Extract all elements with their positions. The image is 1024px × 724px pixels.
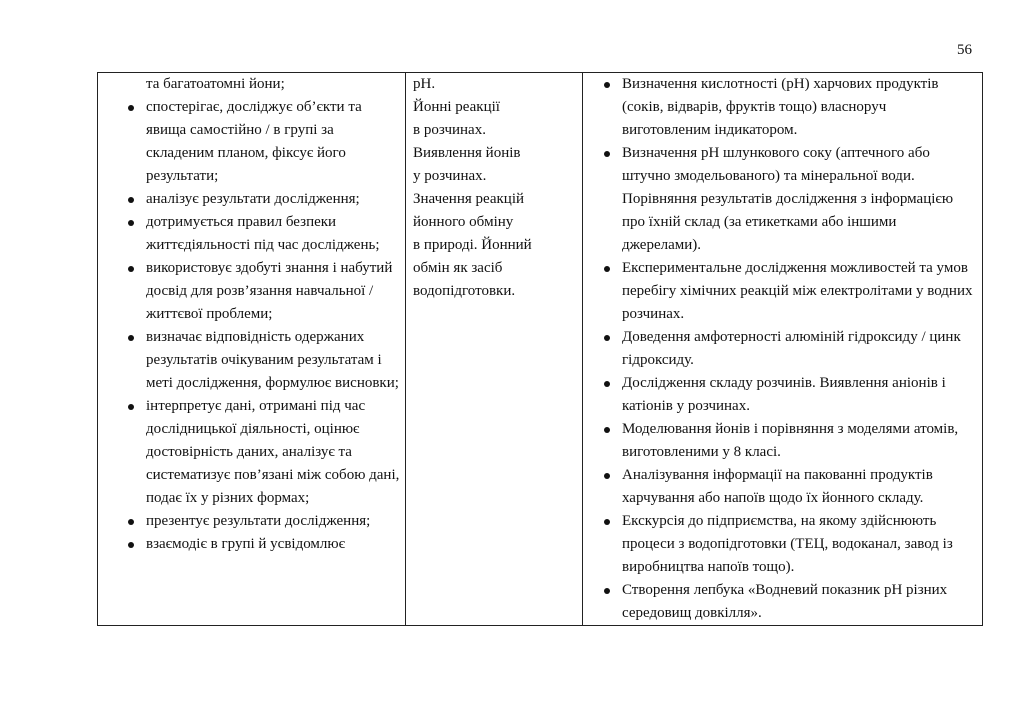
bullet-icon [604, 381, 610, 387]
list-item: Доведення амфотерності алюміній гідроксиду / цинк гідроксиду. [583, 326, 982, 372]
bullet-icon [604, 473, 610, 479]
bullet-icon [604, 266, 610, 272]
list-item: визначає відповідність одержаних результатів очікуваним результатам і меті дослідження, формулює висновки; [98, 326, 405, 395]
content-topics-cell [406, 73, 583, 626]
topic-paragraph: Значення реакцій йонного обміну в природі. Йонний обмін як засіб водопідготовки. [413, 191, 532, 299]
list-item: дотримується правил безпеки життєдіяльності під час досліджень; [98, 211, 405, 257]
curriculum-table [97, 72, 983, 626]
list-item: Визначення кислотності (pH) харчових продуктів (соків, відварів, фруктів тощо) власноруч виготовленим індикатором. [583, 73, 982, 142]
bullet-icon [128, 105, 134, 111]
list-item: Аналізування інформації на пакованні продуктів харчування або напоїв щодо їх йонного складу. [583, 464, 982, 510]
list-item: взаємодіє в групі й усвідомлює [98, 533, 405, 556]
continuation-text: та багатоатомні йони; [146, 76, 285, 92]
outcomes-list [98, 96, 405, 556]
list-item: використовує здобуті знання і набутий досвід для розв’язання навчальної / життєвої проблеми; [98, 257, 405, 326]
list-item: Визначення pH шлункового соку (аптечного або штучно змодельованого) та мінеральної води. Порівняння результатів дослідження з інформацією про їхній склад (за етикетками або іншими джерелами). [583, 142, 982, 257]
bullet-icon [604, 519, 610, 525]
activities-list [583, 73, 982, 625]
list-item: інтерпретує дані, отримані під час дослідницької діяльності, оцінює достовірність даних, аналізує та систематизує пов’язані між собою дані, подає їх у різних формах; [98, 395, 405, 510]
list-item: презентує результати дослідження; [98, 510, 405, 533]
list-item: Екскурсія до підприємства, на якому здійснюють процеси з водопідготовки (ТЕЦ, водоканал, завод із виробництва напоїв тощо). [583, 510, 982, 579]
bullet-icon [128, 220, 134, 226]
bullet-icon [604, 427, 610, 433]
list-item: Дослідження складу розчинів. Виявлення аніонів і катіонів у розчинах. [583, 372, 982, 418]
page-number: 56 [957, 42, 972, 58]
bullet-icon [604, 335, 610, 341]
bullet-icon [604, 82, 610, 88]
topic-paragraph: pH. [413, 76, 436, 92]
bullet-icon [128, 266, 134, 272]
learning-outcomes-cell [98, 73, 406, 626]
bullet-icon [128, 404, 134, 410]
list-item: Створення лепбука «Водневий показник pH різних середовищ довкілля». [583, 579, 982, 625]
list-item: аналізує результати дослідження; [98, 188, 405, 211]
bullet-icon [128, 335, 134, 341]
bullet-icon [128, 519, 134, 525]
bullet-icon [128, 542, 134, 548]
list-item: Експериментальне дослідження можливостей та умов перебігу хімічних реакцій між електролітами у водних розчинах. [583, 257, 982, 326]
list-item: спостерігає, досліджує об’єкти та явища самостійно / в групі за складеним планом, фіксує його результати; [98, 96, 405, 188]
list-item: Моделювання йонів і порівняння з моделями атомів, виготовленими у 8 класі. [583, 418, 982, 464]
bullet-icon [604, 151, 610, 157]
table-row [98, 73, 983, 626]
topic-paragraph: Йонні реакції в розчинах. Виявлення йонів у розчинах. [413, 99, 521, 184]
activities-cell [583, 73, 983, 626]
bullet-icon [128, 197, 134, 203]
bullet-icon [604, 588, 610, 594]
